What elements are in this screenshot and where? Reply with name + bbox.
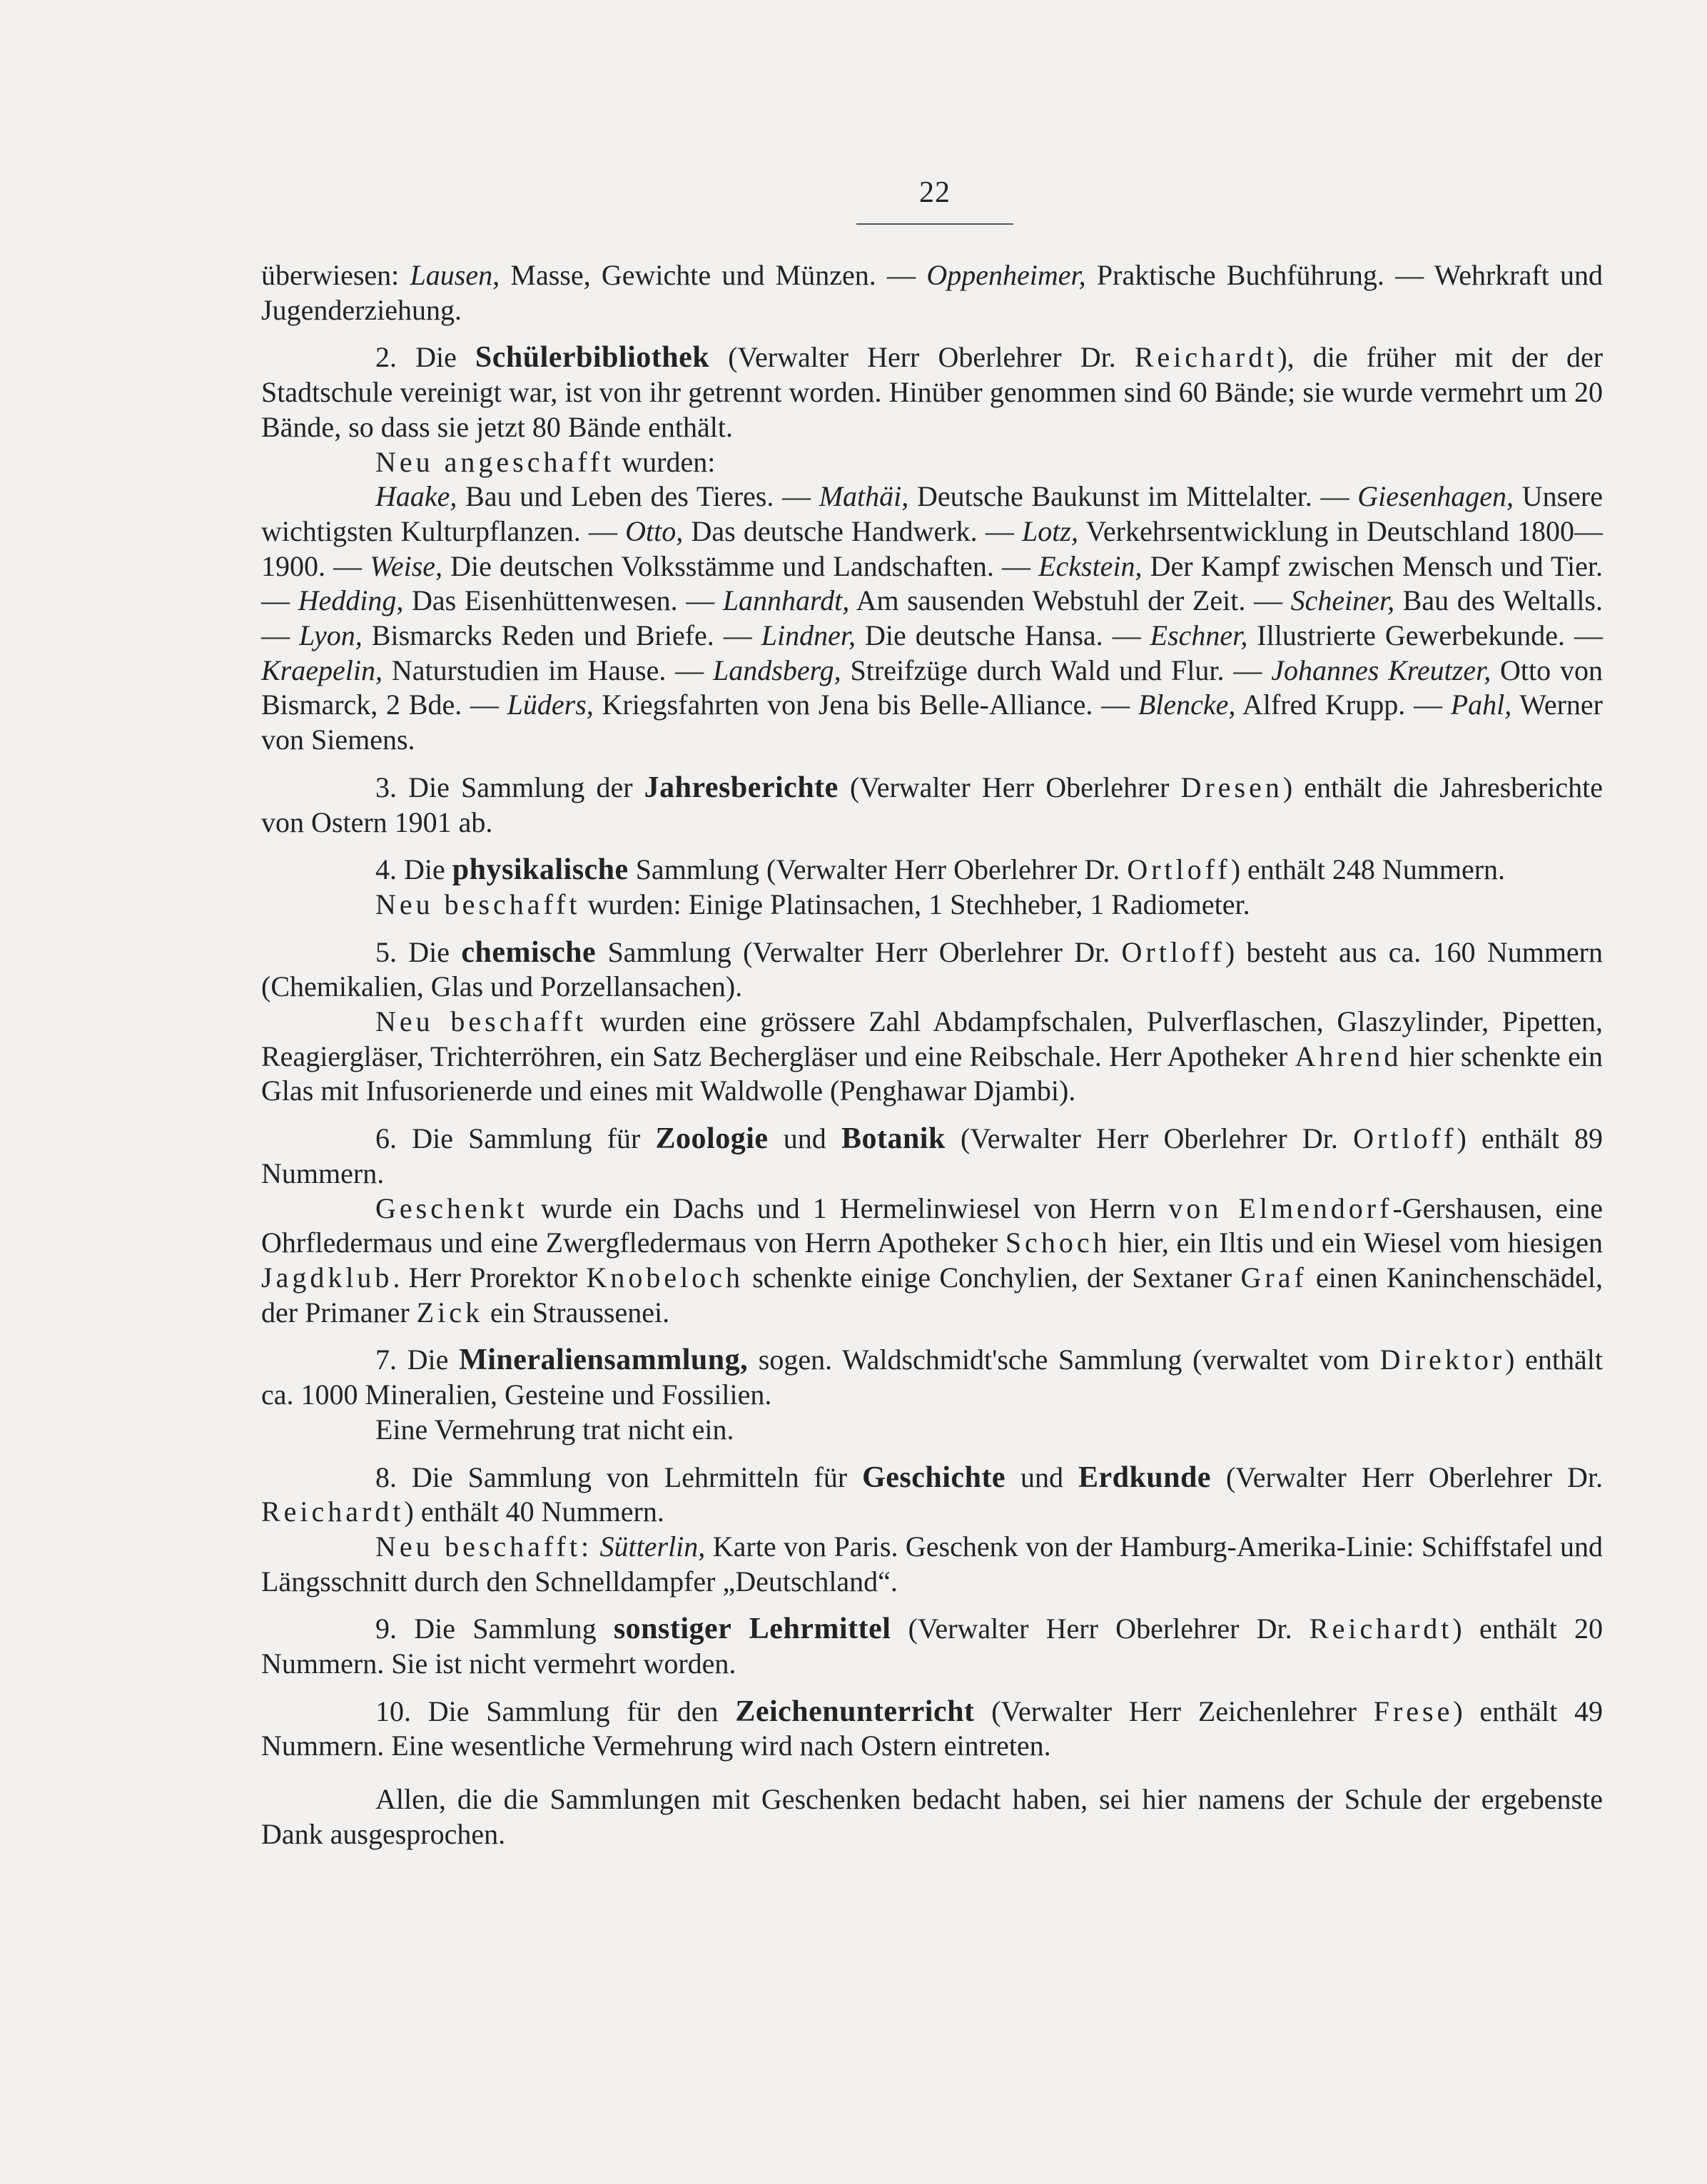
book-title: Deutsche Baukunst im Mittelalter. — xyxy=(908,480,1358,513)
book-author: Hedding, xyxy=(298,584,404,617)
book-title: Unsere wichtigsten Kulturpflanzen. — xyxy=(261,480,1603,547)
page-body xyxy=(261,258,1603,1852)
book-title: Die deutschen Volksstämme und Landschaften. — xyxy=(442,549,1039,582)
person-name: von Elmendorf xyxy=(1168,1192,1393,1224)
header-rule xyxy=(856,223,1013,225)
section-heading: Zeichenunterricht xyxy=(735,1695,975,1728)
section-heading: Mineraliensammlung, xyxy=(459,1344,749,1377)
book-author: Landsberg, xyxy=(713,654,841,686)
book-author: Johannes Kreutzer, xyxy=(1271,654,1491,686)
section-heading: Erdkunde xyxy=(1078,1461,1212,1494)
book-title: Das deutsche Handwerk. — xyxy=(683,514,1023,547)
book-title: Die deutsche Hansa. — xyxy=(856,619,1150,652)
section-heading: sonstiger Lehrmittel xyxy=(613,1612,891,1646)
paragraph-carryover: überwiesen: Lausen, Masse, Gewichte und Münzen. — Oppenheimer, Praktische Buchführung. — Wehrkraft und Jugenderziehung. xyxy=(261,259,1604,326)
paragraph-gifts: Geschenkt wurde ein Dachs und 1 Hermelinwiesel von Herrn von Elmendorf-Gershausen, eine Ohrfledermaus und eine Zwergfledermaus von Herrn Apotheker Schoch hier, ein Iltis und ein Wiesel vom hiesigen Jagdklub. Herr Prorektor Knobeloch schenkte einige Conchylien, der Sextaner Graf einen Kaninchenschädel, der Primaner Zick ein Straussenei. xyxy=(261,1192,1604,1329)
person-name: Reichardt xyxy=(1309,1612,1453,1645)
section-heading: Botanik xyxy=(841,1122,946,1156)
book-title: Alfred Krupp. — xyxy=(1235,689,1451,721)
person-name: Knobeloch xyxy=(586,1261,744,1294)
paragraph-note: Eine Vermehrung trat nicht ein. xyxy=(375,1413,734,1446)
person-name: Ortloff xyxy=(1121,935,1225,968)
section-heading: physikalische xyxy=(452,853,629,887)
book-author: Pahl, xyxy=(1450,689,1512,721)
book-title: Bismarcks Reden und Briefe. — xyxy=(362,619,761,652)
book-title: Am sausenden Webstuhl der Zeit. — xyxy=(849,584,1291,617)
book-author: Blencke, xyxy=(1138,689,1236,721)
book-author: Weise, xyxy=(370,549,443,582)
book-title: Werner von Siemens. xyxy=(261,689,1603,756)
book-author: Otto, xyxy=(625,514,684,547)
section-schuelerbibliothek: 2. Die Schülerbibliothek (Verwalter Herr Oberlehrer Dr. Reichardt), die früher mit der der Stadtschule vereinigt war, ist von ihr getrennt worden. Hinüber genommen sind 60 Bände; sie wurde vermehrt um 20 Bände, so dass sie jetzt 80 Bände enthält. xyxy=(261,341,1604,443)
section-heading: Zoologie xyxy=(655,1122,769,1156)
person-name: Ortloff xyxy=(1353,1122,1457,1155)
person-name: Reichardt xyxy=(1134,341,1278,374)
book-title: Bau und Leben des Tieres. — xyxy=(457,480,819,513)
book-author: Haake, xyxy=(375,480,457,513)
closing-paragraph: Allen, die die Sammlungen mit Geschenken bedacht haben, sei hier namens der Schule der ergebenste Dank ausgesprochen. xyxy=(261,1783,1603,1850)
author-name: Sütterlin, xyxy=(599,1530,706,1563)
page-number: 22 xyxy=(919,176,951,209)
paragraph-new-items: Neu beschafft wurden eine grössere Zahl Abdampfschalen, Pulverflaschen, Glaszylinder, Pipetten, Reagiergläser, Trichterröhren, ein Satz Bechergläser und eine Reibschale. Herr Apotheker Ahrend hier schenkte ein Glas mit Infusorienerde und eines mit Waldwolle (Penghawar Djambi). xyxy=(261,1005,1604,1107)
book-author: Giesenhagen, xyxy=(1357,480,1514,513)
section-chemische: 5. Die chemische Sammlung (Verwalter Herr Oberlehrer Dr. Ortloff) besteht aus ca. 160 Nummern (Chemikalien, Glas und Porzellansachen). xyxy=(261,935,1604,1003)
person-name: Dresen xyxy=(1180,771,1283,803)
book-title: Verkehrsentwicklung in Deutschland 1800—1900. — xyxy=(261,514,1604,582)
book-author: Lannhardt, xyxy=(722,584,850,617)
section-zeichenunterricht: 10. Die Sammlung für den Zeichenunterricht (Verwalter Herr Zeichenlehrer Frese) enthält 49 Nummern. Eine wesentliche Vermehrung wird nach Ostern eintreten. xyxy=(261,1695,1604,1762)
person-name: Direktor xyxy=(1379,1344,1506,1376)
person-name: Reichardt xyxy=(261,1495,405,1528)
book-title: Der Kampf zwischen Mensch und Tier. — xyxy=(261,549,1603,617)
org-name: Jagdklub xyxy=(261,1261,393,1294)
section-jahresberichte: 3. Die Sammlung der Jahresberichte (Verwalter Herr Oberlehrer Dresen) enthält die Jahresberichte von Ostern 1901 ab. xyxy=(261,771,1604,838)
paragraph-new-items: Neu beschafft wurden: Einige Platinsachen, 1 Stechheber, 1 Radiometer. xyxy=(375,888,1250,920)
book-title: Das Eisenhüttenwesen. — xyxy=(403,584,723,617)
book-title: Otto von Bismarck, 2 Bde. — xyxy=(261,654,1604,721)
person-name: Ahrend xyxy=(1295,1040,1402,1072)
book-list xyxy=(261,479,1603,758)
book-author: Eschner, xyxy=(1150,619,1248,652)
section-heading: chemische xyxy=(461,935,597,969)
person-name: Schoch xyxy=(1005,1226,1111,1259)
book-author: Lyon, xyxy=(299,619,363,652)
book-title: Streifzüge durch Wald und Flur. — xyxy=(841,654,1272,686)
book-author: Lüders, xyxy=(507,689,594,721)
person-name: Zick xyxy=(416,1296,484,1329)
author-name: Lausen, xyxy=(410,259,500,291)
section-physikalische: 4. Die physikalische Sammlung (Verwalter Herr Oberlehrer Dr. Ortloff) enthält 248 Nummern. xyxy=(375,853,1506,887)
book-author: Mathäi, xyxy=(819,480,909,513)
book-title: Naturstudien im Hause. — xyxy=(382,654,714,686)
book-author: Kraepelin, xyxy=(261,654,383,686)
section-heading: Jahresberichte xyxy=(644,771,839,804)
book-author: Scheiner, xyxy=(1290,584,1395,617)
person-name: Frese xyxy=(1373,1695,1454,1727)
section-geschichte-erdkunde: 8. Die Sammlung von Lehrmitteln für Geschichte und Erdkunde (Verwalter Herr Oberlehrer Dr. Reichardt) enthält 40 Nummern. xyxy=(261,1461,1604,1528)
section-zoologie-botanik: 6. Die Sammlung für Zoologie und Botanik (Verwalter Herr Oberlehrer Dr. Ortloff) enthält 89 Nummern. xyxy=(261,1122,1604,1189)
section-mineraliensammlung: 7. Die Mineraliensammlung, sogen. Waldschmidt'sche Sammlung (verwaltet vom Direktor) enthält ca. 1000 Mineralien, Gesteine und Fossilien. xyxy=(261,1344,1604,1411)
book-title: Bau des Weltalls. — xyxy=(261,584,1604,652)
person-name: Graf xyxy=(1240,1261,1307,1294)
section-heading: Geschichte xyxy=(862,1461,1006,1494)
book-author: Lindner, xyxy=(761,619,856,652)
book-author: Eckstein, xyxy=(1038,549,1143,582)
book-title: Kriegsfahrten von Jena bis Belle-Alliance. — xyxy=(593,689,1138,721)
person-name: Ortloff xyxy=(1127,853,1231,886)
new-acquisitions-label: Neu angeschafft wurden: xyxy=(375,445,716,478)
paragraph-new-items: Neu beschafft: Sütterlin, Karte von Paris. Geschenk von der Hamburg-Amerika-Linie: Schiffstafel und Längsschnitt durch den Schnelldampfer „Deutschland“. xyxy=(261,1530,1604,1598)
book-author: Lotz, xyxy=(1022,514,1078,547)
section-sonstige-lehrmittel: 9. Die Sammlung sonstiger Lehrmittel (Verwalter Herr Oberlehrer Dr. Reichardt) enthält 20 Nummern. Sie ist nicht vermehrt worden. xyxy=(261,1612,1604,1680)
author-name: Oppenheimer, xyxy=(926,259,1086,291)
book-title: Illustrierte Gewerbekunde. — xyxy=(1247,619,1604,652)
section-heading: Schülerbibliothek xyxy=(475,341,710,375)
